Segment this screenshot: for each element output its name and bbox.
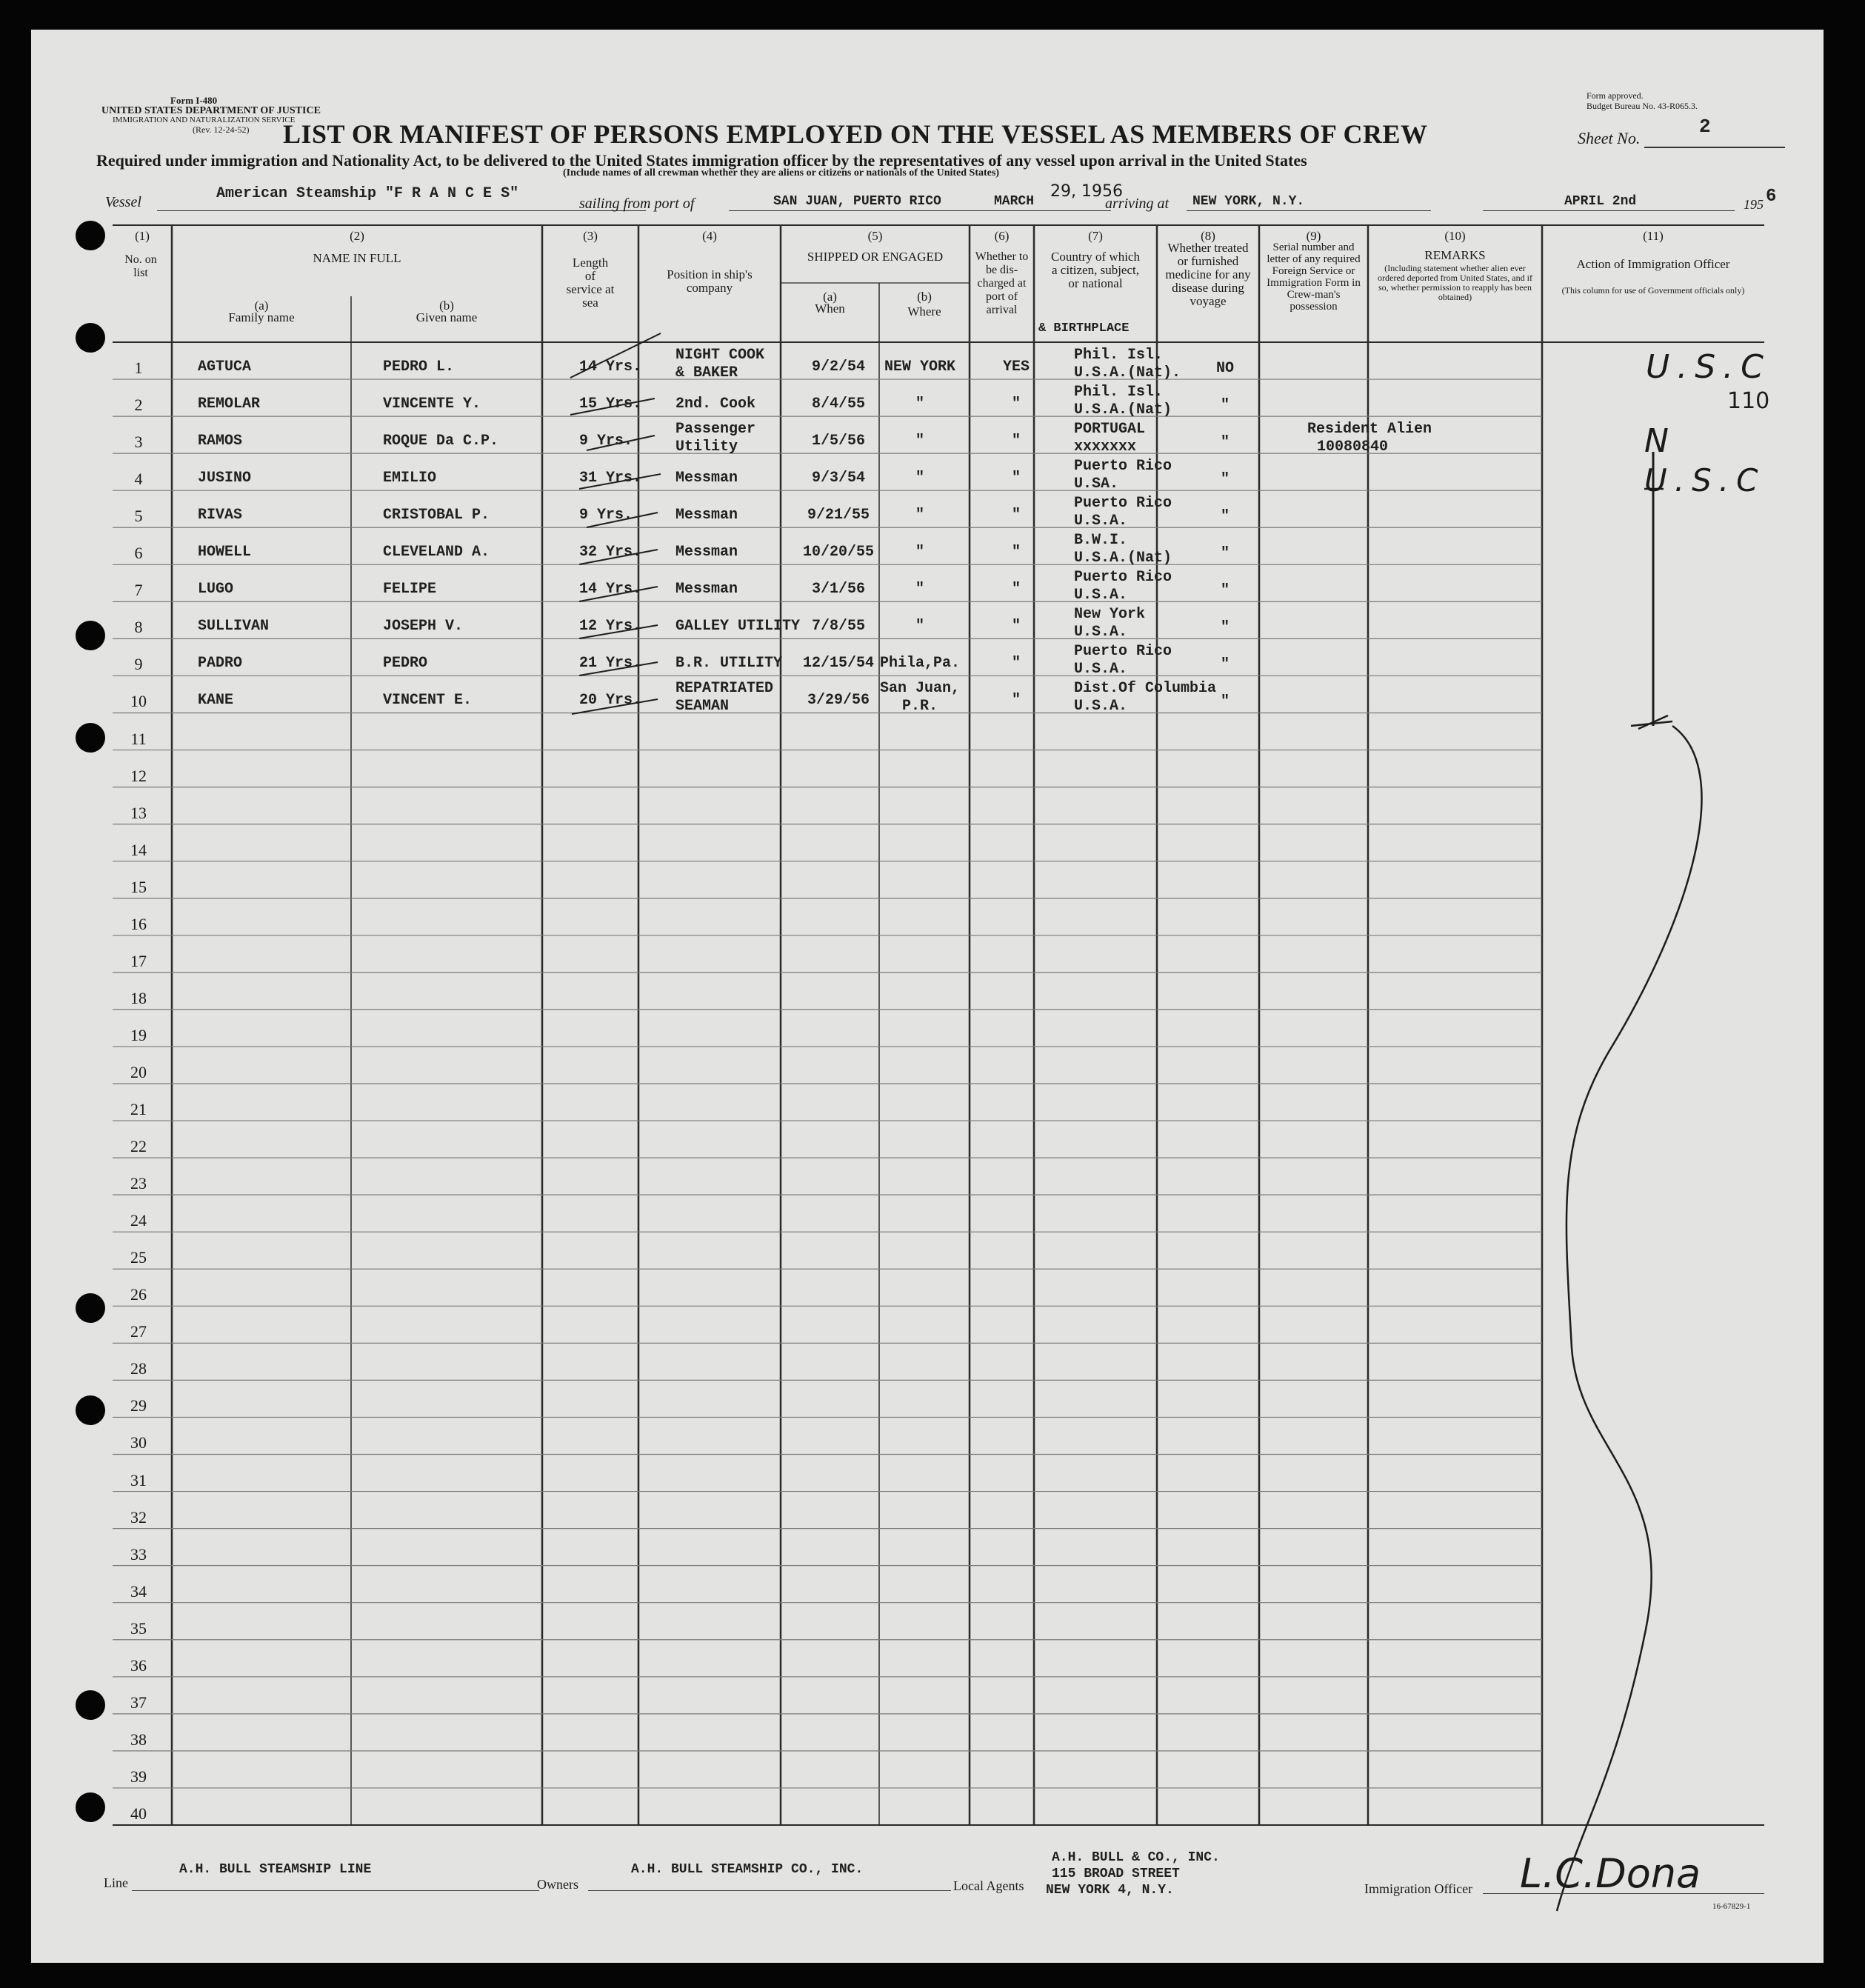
col-7-number: (7) xyxy=(1088,229,1103,243)
row-number: 37 xyxy=(130,1692,147,1712)
row-number: 5 xyxy=(134,507,143,526)
col-5b: (b) xyxy=(917,290,932,304)
country-cell: Puerto Rico xyxy=(1074,458,1172,476)
length-cell: 12 Yrs. xyxy=(579,618,642,636)
position-cell: Messman xyxy=(675,581,738,598)
row-number: 36 xyxy=(130,1655,147,1675)
position-cell-line2: Utility xyxy=(675,438,738,456)
family-name-cell: AGTUCA xyxy=(198,358,252,376)
footer-owners-label: Owners xyxy=(537,1877,578,1892)
col-6-number: (6) xyxy=(994,229,1010,243)
country-cell: Puerto Rico xyxy=(1074,643,1172,661)
col-remarks: REMARKS xyxy=(1424,248,1486,262)
given-name-cell: JOSEPH V. xyxy=(383,618,464,636)
country-cell: Phil. Isl. xyxy=(1074,347,1164,364)
include-note: (Include names of all crewman whether they are aliens or citizens or nationals of the United States) xyxy=(563,167,999,179)
country-cell: Puerto Rico xyxy=(1074,495,1172,513)
row-number: 16 xyxy=(130,914,147,933)
family-name-cell: HOWELL xyxy=(198,544,252,561)
row-number: 15 xyxy=(130,877,147,896)
arrival-date: APRIL 2nd xyxy=(1564,194,1637,209)
position-cell-line2: SEAMAN xyxy=(675,698,730,716)
country-cell-line2: U.S.A. xyxy=(1074,698,1128,716)
binder-hole xyxy=(76,1690,105,1720)
col-family-name: Family name xyxy=(228,310,295,324)
row-number: 19 xyxy=(130,1025,147,1044)
row-number: 33 xyxy=(130,1544,147,1564)
year-prefix: 195 xyxy=(1744,197,1764,212)
form-number: Form I-480 xyxy=(170,95,218,106)
binder-hole xyxy=(76,221,105,250)
family-name-cell: LUGO xyxy=(198,581,234,598)
family-name-cell: SULLIVAN xyxy=(198,618,270,636)
position-cell: Messman xyxy=(675,544,738,561)
given-name-cell: CRISTOBAL P. xyxy=(383,507,490,524)
length-cell: 21 Yrs. xyxy=(579,655,642,673)
arriving-at: NEW YORK, N.Y. xyxy=(1192,194,1305,209)
given-name-cell: PEDRO xyxy=(383,655,428,673)
annotation-number: 110 xyxy=(1727,388,1770,414)
country-cell-line2: U.S.A.(Nat) xyxy=(1074,401,1172,419)
country-cell: New York xyxy=(1074,606,1146,624)
department: UNITED STATES DEPARTMENT OF JUSTICE xyxy=(101,105,321,116)
row-number: 30 xyxy=(130,1433,147,1452)
row-number: 17 xyxy=(130,951,147,970)
given-name-cell: VINCENT E. xyxy=(383,692,473,710)
country-cell: PORTUGAL xyxy=(1074,421,1146,438)
col-5a: (a) xyxy=(823,290,837,304)
position-cell: GALLEY UTILITY xyxy=(675,618,801,636)
serial-cell-line2: 10080840 xyxy=(1317,438,1389,456)
col-10-number: (10) xyxy=(1444,229,1466,243)
row-number: 3 xyxy=(134,433,143,452)
row-number: 32 xyxy=(130,1507,147,1527)
col-country: Country of which a citizen, subject, or national xyxy=(1051,250,1140,290)
arriving-label: arriving at xyxy=(1105,196,1170,212)
row-number: 40 xyxy=(130,1804,147,1823)
sailing-from: SAN JUAN, PUERTO RICO xyxy=(773,194,941,209)
col-1-number: (1) xyxy=(135,229,150,243)
position-cell-line2: & BAKER xyxy=(675,364,738,381)
country-cell: Puerto Rico xyxy=(1074,569,1172,587)
col-discharged: Whether to be dis-charged at port of arrival xyxy=(975,250,1029,316)
annotation-n: N xyxy=(1644,422,1669,460)
family-name-cell: KANE xyxy=(198,692,234,710)
annotation-usc-2: U.S.C xyxy=(1644,462,1766,498)
vessel-label: Vessel xyxy=(105,194,141,210)
col-birthplace: & BIRTHPLACE xyxy=(1038,321,1130,336)
row-number: 1 xyxy=(134,358,143,377)
country-cell-line2: U.S.A. xyxy=(1074,513,1128,530)
country-cell: Phil. Isl. xyxy=(1074,384,1164,401)
footer-agents-3: NEW YORK 4, N.Y. xyxy=(1046,1883,1174,1898)
country-cell: B.W.I. xyxy=(1074,532,1128,550)
binder-hole xyxy=(76,723,105,753)
row-number: 28 xyxy=(130,1359,147,1378)
binder-hole xyxy=(76,323,105,353)
col-action: Action of Immigration Officer xyxy=(1576,257,1730,271)
col-length: Length of service at sea xyxy=(566,256,615,310)
row-number: 9 xyxy=(134,655,143,674)
binder-hole xyxy=(76,621,105,650)
sailing-date-handwritten: 29, 1956 xyxy=(1050,182,1123,201)
row-number: 10 xyxy=(130,692,147,711)
form-approved: Form approved. xyxy=(1587,90,1644,101)
given-name-cell: EMILIO xyxy=(383,470,437,487)
footer-agents-1: A.H. BULL & CO., INC. xyxy=(1052,1850,1220,1865)
col-4-number: (4) xyxy=(702,229,717,243)
length-cell: 14 Yrs. xyxy=(579,358,642,376)
country-cell-line2: U.S.A.(Nat). xyxy=(1074,364,1181,381)
row-number: 2 xyxy=(134,396,143,415)
footer-owners-underline xyxy=(588,1890,951,1891)
row-number: 21 xyxy=(130,1100,147,1118)
service: IMMIGRATION AND NATURALIZATION SERVICE xyxy=(113,116,296,124)
col-action-note: (This column for use of Government officials only) xyxy=(1561,285,1745,296)
footer-owners-value: A.H. BULL STEAMSHIP CO., INC. xyxy=(631,1862,864,1877)
position-cell: Messman xyxy=(675,470,738,487)
given-name-cell: VINCENTE Y. xyxy=(383,396,481,413)
col-2a: (a) xyxy=(254,298,269,313)
row-number: 27 xyxy=(130,1322,147,1341)
col-medicine: Whether treated or furnished medicine for any disease during voyage xyxy=(1165,241,1251,308)
row-number: 34 xyxy=(130,1581,147,1601)
row-number: 4 xyxy=(134,470,143,489)
position-cell: 2nd. Cook xyxy=(675,396,756,413)
row-number: 11 xyxy=(130,729,147,748)
revision: (Rev. 12-24-52) xyxy=(193,124,250,135)
col-where: Where xyxy=(907,304,941,318)
row-number: 25 xyxy=(130,1248,147,1267)
country-cell-line2: U.S.A. xyxy=(1074,624,1128,641)
position-cell: REPATRIATED xyxy=(675,680,774,698)
country-cell: Dist.Of Columbia xyxy=(1074,680,1217,698)
given-name-cell: CLEVELAND A. xyxy=(383,544,490,561)
form-title: LIST OR MANIFEST OF PERSONS EMPLOYED ON THE VESSEL AS MEMBERS OF CREW xyxy=(283,119,1428,149)
country-cell-line2: xxxxxxx xyxy=(1074,438,1137,456)
print-code: 16-67829-1 xyxy=(1712,1902,1751,1911)
col-2-number: (2) xyxy=(350,229,364,243)
col-2b: (b) xyxy=(439,298,454,313)
col-shipped: SHIPPED OR ENGAGED xyxy=(807,250,944,264)
row-number: 7 xyxy=(134,581,143,600)
footer-line-underline xyxy=(132,1890,539,1891)
serial-cell: Resident Alien xyxy=(1307,421,1432,438)
family-name-cell: PADRO xyxy=(198,655,243,673)
position-cell: Messman xyxy=(675,507,738,524)
position-cell: NIGHT COOK xyxy=(675,347,765,364)
row-number: 20 xyxy=(130,1062,147,1081)
binder-hole xyxy=(76,1395,105,1425)
footer-agents-label: Local Agents xyxy=(953,1878,1024,1893)
col-position: Position in ship's company xyxy=(667,267,753,295)
given-name-cell: FELIPE xyxy=(383,581,437,598)
col-given-name: Given name xyxy=(416,310,478,324)
requirement-text: Required under immigration and Nationality Act, to be delivered to the United States immigration officer by the representatives of any vessel upon arrival in the United States xyxy=(96,151,1307,170)
footer-officer-label: Immigration Officer xyxy=(1364,1881,1473,1896)
budget-bureau: Budget Bureau No. 43-R065.3. xyxy=(1587,101,1698,111)
col-no-on-list: No. on list xyxy=(124,253,157,279)
officer-signature: L.C.Dona xyxy=(1520,1850,1701,1897)
sailing-date: MARCH xyxy=(994,194,1035,209)
length-cell: 20 Yrs. xyxy=(579,692,642,710)
row-number: 31 xyxy=(130,1470,147,1490)
row-number: 35 xyxy=(130,1618,147,1638)
binder-hole xyxy=(76,1293,105,1323)
col-3-number: (3) xyxy=(583,229,598,243)
col-remarks-note: (Including statement whether alien ever ordered deported from United States, and if so, whether permission to reapply has been obtained) xyxy=(1378,263,1532,302)
row-number: 22 xyxy=(130,1137,147,1156)
row-number: 6 xyxy=(134,544,143,563)
length-cell: 9 Yrs. xyxy=(579,433,633,450)
footer-line-label: Line xyxy=(104,1875,128,1890)
col-11-number: (11) xyxy=(1643,229,1664,243)
sheet-label: Sheet No. xyxy=(1578,129,1641,147)
sailing-label: sailing from port of xyxy=(579,196,695,212)
length-strikes xyxy=(31,30,1824,1963)
given-name-cell: PEDRO L. xyxy=(383,358,455,376)
row-number: 24 xyxy=(130,1211,147,1230)
length-cell: 32 Yrs. xyxy=(579,544,642,561)
col-5-number: (5) xyxy=(867,229,883,243)
annotation-usc-1: U.S.C xyxy=(1646,348,1771,386)
length-cell: 9 Yrs. xyxy=(579,507,633,524)
given-name-cell: ROQUE Da C.P. xyxy=(383,433,499,450)
family-name-cell: REMOLAR xyxy=(198,396,261,413)
col-8-number: (8) xyxy=(1201,229,1215,243)
country-cell-line2: U.S.A. xyxy=(1074,661,1128,678)
col-9-number: (9) xyxy=(1306,229,1321,243)
row-number: 14 xyxy=(130,840,147,859)
row-number: 23 xyxy=(130,1174,147,1193)
row-number: 29 xyxy=(130,1396,147,1415)
country-cell-line2: U.SA. xyxy=(1074,476,1119,493)
col-name-in-full: NAME IN FULL xyxy=(313,251,401,265)
family-name-cell: JUSINO xyxy=(198,470,252,487)
country-cell-line2: U.S.A. xyxy=(1074,587,1128,604)
row-number: 18 xyxy=(130,988,147,1007)
row-number: 13 xyxy=(130,803,147,822)
col-serial: Serial number and letter of any required Foreign Service or Immigration Form in Crew-man's possession xyxy=(1267,241,1361,313)
length-cell: 15 Yrs. xyxy=(579,396,642,413)
footer-line-value: A.H. BULL STEAMSHIP LINE xyxy=(179,1862,372,1877)
row-number: 12 xyxy=(130,766,147,785)
binder-hole xyxy=(76,1792,105,1822)
year-suffix: 6 xyxy=(1766,187,1777,207)
length-cell: 31 Yrs. xyxy=(579,470,642,487)
family-name-cell: RIVAS xyxy=(198,507,243,524)
col-when: When xyxy=(815,301,845,316)
length-cell: 14 Yrs. xyxy=(579,581,642,598)
row-number: 39 xyxy=(130,1767,147,1786)
row-number: 26 xyxy=(130,1285,147,1304)
position-cell: B.R. UTILITY xyxy=(675,655,783,673)
footer-agents-2: 115 BROAD STREET xyxy=(1052,1867,1180,1881)
family-name-cell: RAMOS xyxy=(198,433,243,450)
position-cell: Passenger xyxy=(675,421,756,438)
row-number: 38 xyxy=(130,1730,147,1749)
country-cell-line2: U.S.A.(Nat) xyxy=(1074,550,1172,567)
manifest-sheet: Form I-480 UNITED STATES DEPARTMENT OF JUSTICE IMMIGRATION AND NATURALIZATION SERVICE (Rev. 12-24-52) Form approved. Budget Bureau No. 43-R065.3. LIST OR MANIFEST OF PERSONS EMPLOYED ON THE VESSEL AS MEMBERS OF CREW Sheet No. 2 Required under immigration and Nationality Act, to be delivered to the United States immigration officer by the representatives of any vessel upon arrival in the United States (Include names of all crewman whether they are aliens or citizens or nationals of the United States) Vessel American Steamship "F R A N C E S" sailing from port of SAN JUAN, PUERTO RICO MARCH 29, 1956 arriving at NEW YORK, N.Y. APRIL 2nd 195 6 (1) No. on list (2) NAME IN FULL (a) Family name (b) Given name (3) Length of service at sea (4) Position in ship's company (5) SHIPPED OR ENGAGED (a) When (b) Where (6) Whether to be dis-charged at port of arrival (7) Country of which a citizen, subject, or national & BIRTHPLACE (8) Whether treated or furnished medicine for any disease during voyage (9) Serial number and letter of any required Foreign Service or Immigration Form in Crew-man's possession (10) REMARKS (Including statement whether alien ever ordered deported from United States, and if so, whether permission to reapply has been obtained) (11) Action of Immigration Officer (This column for use of Government officials only) 1 2 3 4 5 6 7 8 9 10 11 12 13 14 15 16 17 18 19 20 21 22 23 24 25 26 27 28 29 30 31 32 33 34 35 36 37 38 39 40 AGTUCA PEDRO L. 14 Yrs. NIGHT COOK & BAKER 9/2/54 NEW YORK YES Phil. Isl. U.S.A.(Nat). NO REMOLAR VINCENTE Y. 15 Yrs. 2nd. Cook 8/4/55 " " Phil. Isl. U.S.A.(Nat) " RAMOS ROQUE Da C.P. 9 Yrs. Passenger Utility 1/5/56 " " PORTUGAL xxxxxxx " Resident Alien 10080840 JUSINO EMILIO 31 Yrs. Messman 9/3/54 " " Puerto Rico U.SA. " RIVAS CRISTOBAL P. 9 Yrs. Messman 9/21/55 " " Puerto Rico U.S.A. " HOWELL CLEVELAND A. 32 Yrs. Messman 10/20/55 " " B.W.I. U.S.A.(Nat) " LUGO FELIPE 14 Yrs. Messman 3/1/56 " " Puerto Rico U.S.A. " SULLIVAN JOSEPH V. 12 Yrs. GALLEY UTILITY 7/8/55 " " New York U.S.A. " PADRO PEDRO 21 Yrs. B.R. UTILITY 12/15/54 Phila,Pa. " Puerto Rico U.S.A. " KANE VINCENT E. 20 Yrs. REPATRIATED SEAMAN 3/29/56 San Juan, P.R. " Dist.Of Columbia U.S.A. " U.S.C 110 N U.S.C Line A.H. BULL STEAMSHIP LINE Owners A.H. BULL STEAMSHIP CO., INC. Local Agents A.H. BULL & CO., INC. 115 BROAD STREET NEW YORK 4, N.Y. Immigration Officer L.C.Dona 16-67829-1 xyxy=(31,30,1824,1963)
vessel-name: American Steamship "F R A N C E S" xyxy=(216,185,519,202)
sheet-number: 2 xyxy=(1699,116,1711,138)
row-number: 8 xyxy=(134,618,143,637)
